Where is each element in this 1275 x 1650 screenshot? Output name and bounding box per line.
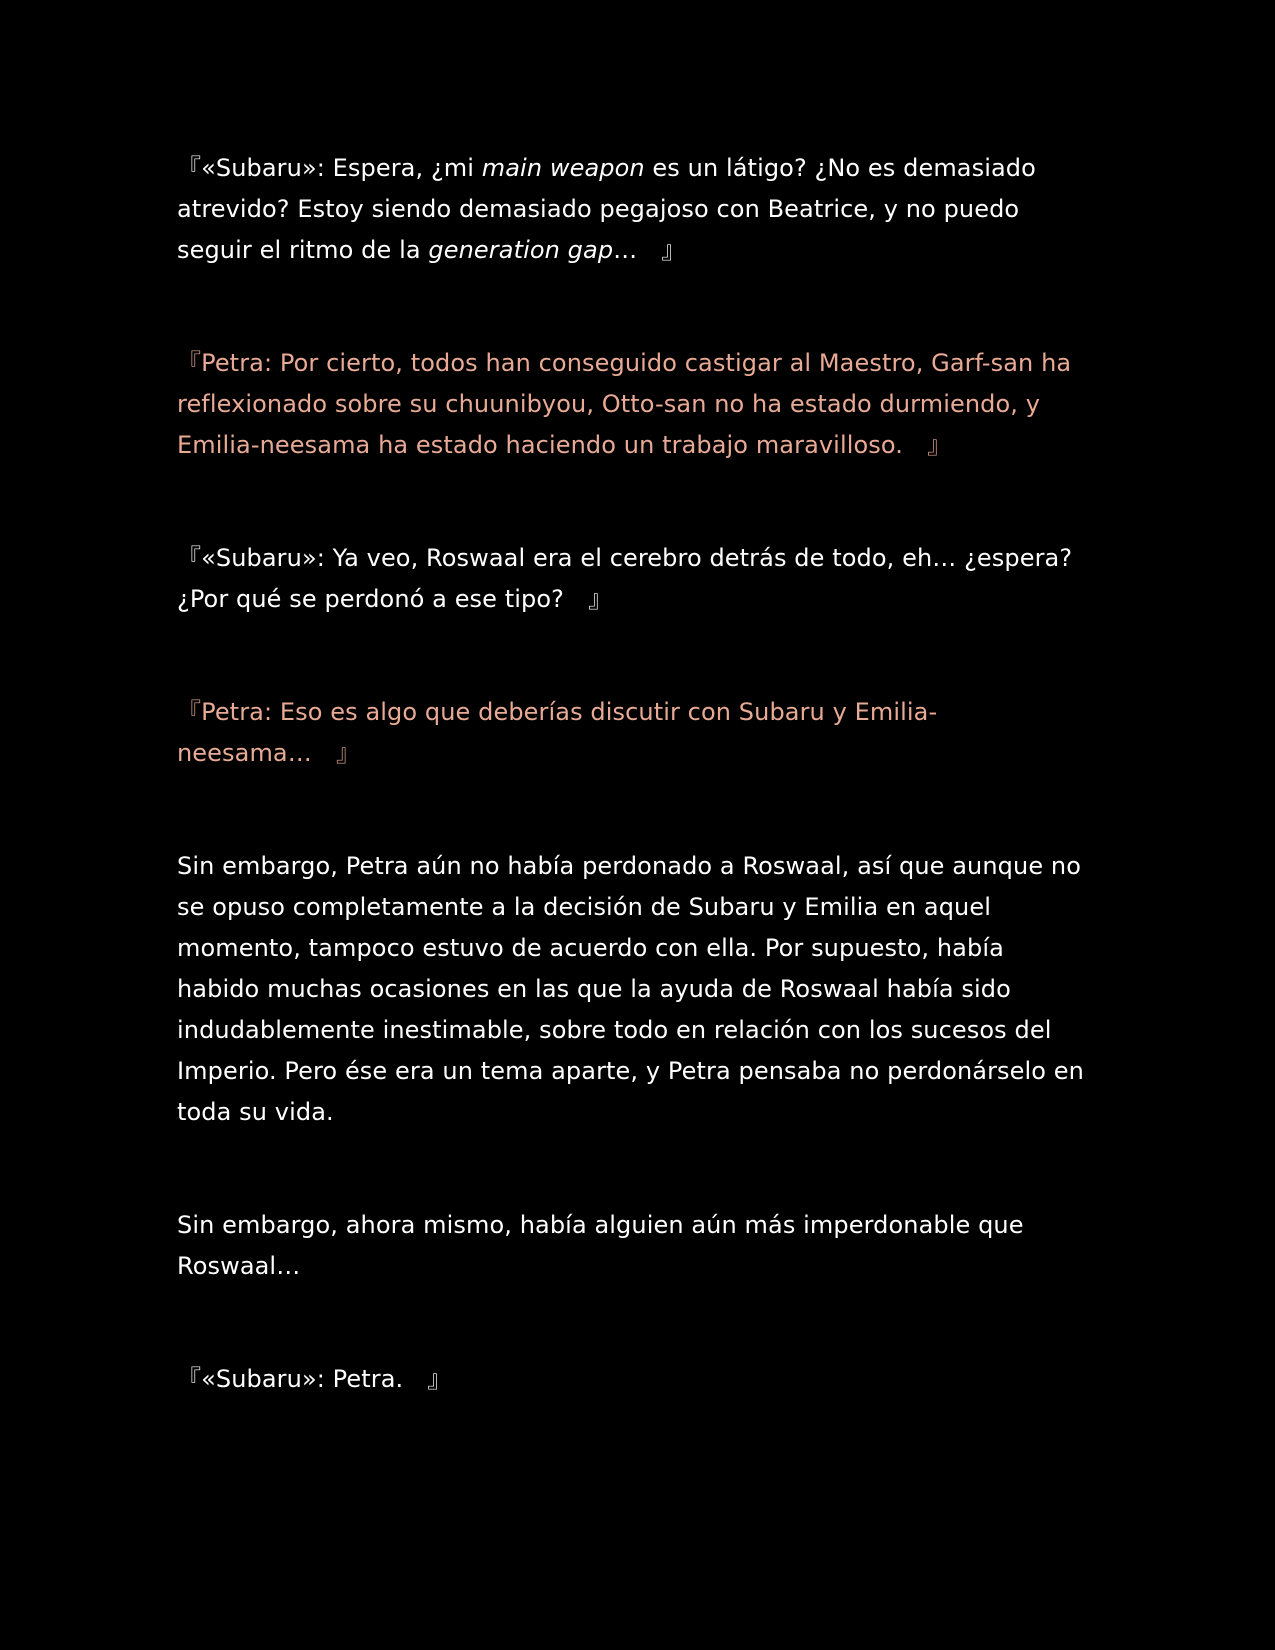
- narration-paragraph-2: Sin embargo, ahora mismo, había alguien aún más imperdonable que Roswaal…: [177, 1211, 1024, 1280]
- dialogue-text: … 』: [613, 236, 686, 264]
- dialogue-text: 『«Subaru»: Espera, ¿mi: [177, 154, 482, 182]
- petra-dialogue-1: 『Petra: Por cierto, todos han conseguido castigar al Maestro, Garf-san ha reflexionado sobre su chuunibyou, Otto-san no ha estado durmiendo, y Emilia-neesama ha estado haciendo un trabajo maravilloso. 』: [177, 349, 1072, 459]
- italic-phrase: main weapon: [481, 154, 645, 182]
- italic-phrase: generation gap: [428, 236, 614, 264]
- subaru-dialogue-1: [177, 148, 1092, 271]
- subaru-dialogue-3: 『«Subaru»: Petra. 』: [177, 1365, 452, 1393]
- subaru-dialogue-2: 『«Subaru»: Ya veo, Roswaal era el cerebro detrás de todo, eh… ¿espera? ¿Por qué se perdonó a ese tipo? 』: [177, 544, 1073, 613]
- petra-dialogue-2: 『Petra: Eso es algo que deberías discutir con Subaru y Emilia-neesama… 』: [177, 698, 938, 767]
- document-page: [177, 148, 1092, 1400]
- dialogue-text: es un látigo? ¿No es demasiado atrevido? Estoy siendo demasiado pegajoso con Beatrice, y no puedo seguir el ritmo de la: [177, 154, 1036, 264]
- narration-paragraph-1: Sin embargo, Petra aún no había perdonado a Roswaal, así que aunque no se opuso completamente a la decisión de Subaru y Emilia en aquel momento, tampoco estuvo de acuerdo con ella. Por supuesto, había habido muchas ocasiones en las que la ayuda de Roswaal había sido indudablemente inestimable, sobre todo en relación con los sucesos del Imperio. Pero ése era un tema aparte, y Petra pensaba no perdonárselo en toda su vida.: [177, 852, 1084, 1126]
